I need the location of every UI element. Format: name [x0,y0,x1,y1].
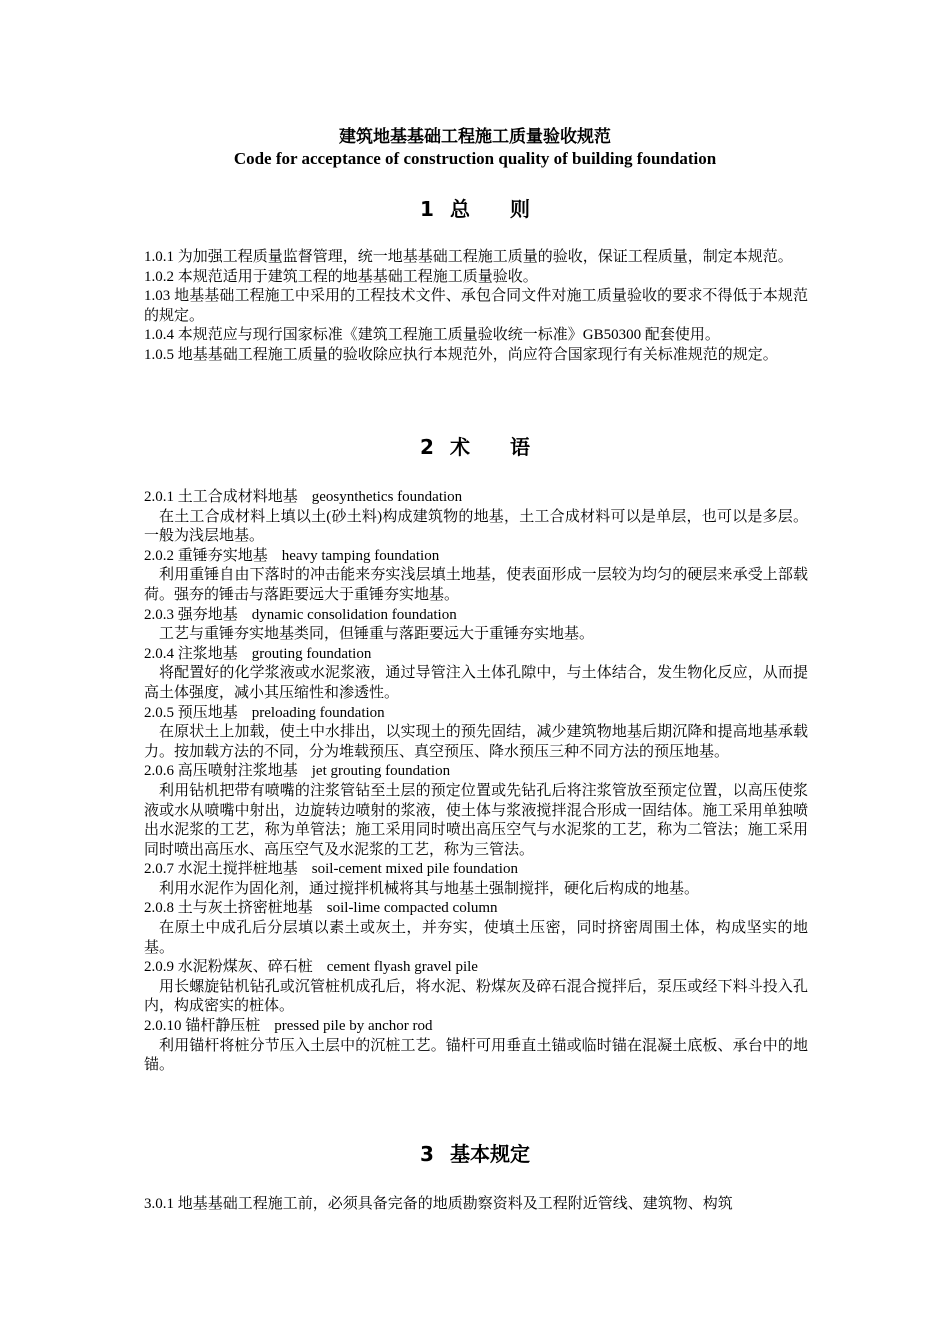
term-code: 2.0.4 注浆地基 [144,645,238,662]
clause-1-0-4: 1.0.4 本规范应与现行国家标准《建筑工程施工质量验收统一标准》GB50300 配套使用。 [144,327,720,344]
term-english: geosynthetics foundation [311,489,463,505]
term-heading [144,958,808,978]
term-code: 2.0.5 预压地基 [144,704,238,721]
term-english: heavy tamping foundation [281,547,440,564]
term-definition: 利用钻机把带有喷嘴的注浆管钻至土层的预定位置或先钻孔后将注浆管放至预定位置，以高压使浆液或水从喷嘴中射出，边旋转边喷射的浆液，使土体与浆液搅拌混合形成一固结体。施工采用单独喷出水泥浆的工艺，称为单管法；施工采用同时喷出高压空气与水泥浆的工艺，称为二管法；施工采用同时喷出高压水、高压空气及水泥浆的工艺，称为三管法。 [144,782,808,858]
section-title: 术 语 [449,435,530,459]
term-code: 2.0.9 水泥粉煤灰、碎石桩 [144,959,313,976]
document-title-english: Code for acceptance of construction quality of building foundation [233,149,717,168]
section-title: 基本规定 [449,1142,530,1166]
term-heading [144,547,808,567]
section-heading-3 [0,1141,950,1167]
section-number: 3 [420,1142,434,1166]
term-definition: 将配置好的化学浆液或水泥浆液，通过导管注入土体孔隙中，与土体结合，发生物化反应，从而提高土体强度，减小其压缩性和渗透性。 [144,665,808,701]
term-heading [144,488,808,508]
term-definition: 在原状土上加载，使土中水排出，以实现土的预先固结，减少建筑物地基后期沉降和提高地基承载力。按加载方法的不同，分为堆载预压、真空预压、降水预压三种不同方法的预压地基。 [144,724,808,760]
section-title: 总 则 [449,197,530,221]
section-2-body [144,488,808,1076]
term-english: soil-lime compacted column [326,900,498,917]
term-heading [144,1017,808,1037]
section-number: 2 [420,435,434,459]
term-code: 2.0.7 水泥土搅拌桩地基 [144,861,298,878]
term-definition: 利用重锤自由下落时的冲击能来夯实浅层填土地基，使表面形成一层较为均匀的硬层来承受上部载荷。强夯的锤击与落距要远大于重锤夯实地基。 [144,567,808,603]
term-definition: 在土工合成材料上填以土(砂土料)构成建筑物的地基，土工合成材料可以是单层，也可以是多层。一般为浅层地基。 [144,508,808,545]
term-code: 2.0.6 高压喷射注浆地基 [144,763,298,780]
term-code: 2.0.8 土与灰土挤密桩地基 [144,900,313,917]
term-heading [144,762,808,782]
section-3-body [144,1195,808,1215]
section-heading-1 [0,196,950,222]
term-code: 2.0.2 重锤夯实地基 [144,547,268,564]
clause-1-0-1: 1.0.1 为加强工程质量监督管理，统一地基基础工程施工质量的验收，保证工程质量，制定本规范。 [144,249,793,265]
term-heading [144,860,808,880]
section-1-body [144,248,808,366]
clause-3-0-1: 3.0.1 地基基础工程施工前，必须具备完备的地质勘察资料及工程附近管线、建筑物、构筑 [144,1196,733,1212]
term-code: 2.0.3 强夯地基 [144,606,238,623]
term-english: preloading foundation [251,704,385,721]
term-english: grouting foundation [251,645,372,662]
term-code: 2.0.10 锚杆静压桩 [144,1018,261,1035]
section-heading-2 [0,434,950,460]
term-english: dynamic consolidation foundation [251,606,457,623]
term-english: cement flyash gravel pile [326,959,478,976]
term-definition: 利用锚杆将桩分节压入土层中的沉桩工艺。锚杆可用垂直土锚或临时锚在混凝土底板、承台中的地锚。 [144,1037,808,1074]
term-definition: 工艺与重锤夯实地基类同，但锤重与落距要远大于重锤夯实地基。 [159,626,595,643]
clause-1-0-3: 1.03 地基基础工程施工中采用的工程技术文件、承包合同文件对施工质量验收的要求不得低于本规范的规定。 [144,288,808,324]
term-heading [144,704,808,724]
term-heading [144,606,808,626]
term-english: pressed pile by anchor rod [274,1018,433,1035]
section-number: 1 [420,197,434,221]
term-definition: 利用水泥作为固化剂，通过搅拌机械将其与地基土强制搅拌，硬化后构成的地基。 [159,880,700,897]
document-title-chinese: 建筑地基基础工程施工质量验收规范 [339,127,611,146]
term-code: 2.0.1 土工合成材料地基 [144,489,298,505]
term-english: jet grouting foundation [311,763,451,780]
term-heading [144,899,808,919]
clause-1-0-5: 1.0.5 地基基础工程施工质量的验收除应执行本规范外，尚应符合国家现行有关标准规范的规定。 [144,346,778,363]
term-english: soil-cement mixed pile foundation [311,861,518,878]
clause-1-0-2: 1.0.2 本规范适用于建筑工程的地基基础工程施工质量验收。 [144,268,538,285]
term-definition: 在原土中成孔后分层填以素土或灰土，并夯实，使填土压密，同时挤密周围土体，构成坚实的地基。 [144,920,808,956]
term-heading [144,645,808,665]
term-definition: 用长螺旋钻机钻孔或沉管桩机成孔后，将水泥、粉煤灰及碎石混合搅拌后，泵压或经下料斗投入孔内，构成密实的桩体。 [144,978,808,1015]
